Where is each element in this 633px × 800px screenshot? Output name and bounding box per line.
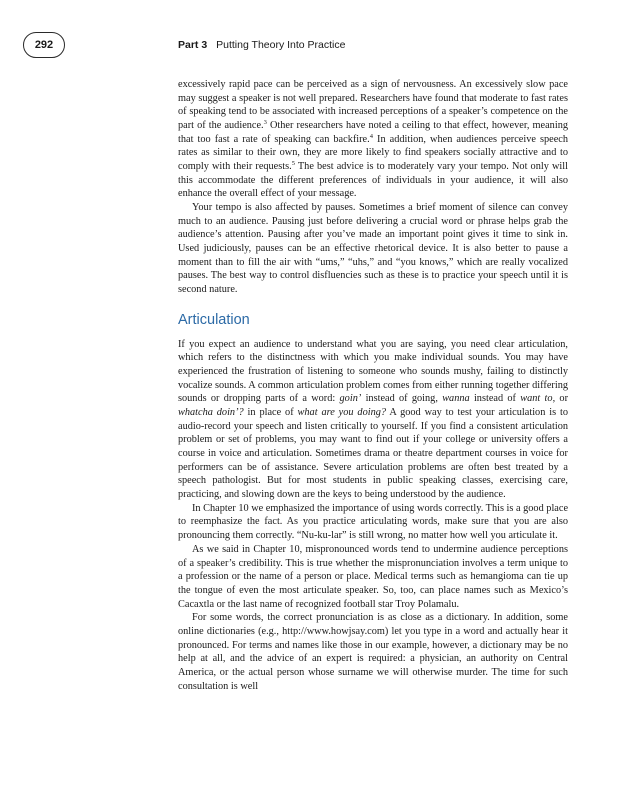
paragraph-text: The best advice is to moderately vary your tempo. Not only will this accommodate the different preferences of individuals in your audience, it will also enhance the overall effect of your message. xyxy=(178,161,568,200)
paragraph-pauses: Your tempo is also affected by pauses. Sometimes a brief moment of silence can convey much to an audience. Pausing just before delivering a crucial word or phrase helps grab the audience’s attention. Pausing after you’ve made an important point gives it time to sink in. Used judiciously, pauses can be an effective rhetorical device. It is also better to pause a moment than to fill the air with “ums,” “uhs,” and “you knows,” which are really vocalized pauses. The best way to control disfluencies such as these is to practice your speech until it is second nature. xyxy=(178,202,568,296)
section-heading-articulation: Articulation xyxy=(178,311,250,328)
paragraph-pronunciation: In Chapter 10 we emphasized the importance of using words correctly. This is a good place to reemphasize the fact. As you practice articulating words, make sure that you are also pronouncing them correctly. “Nu-ku-lar” is still wrong, no matter how well you articulate it. xyxy=(178,502,569,542)
paragraph-articulation xyxy=(178,338,568,502)
example-word: goin’ xyxy=(339,393,362,405)
paragraph-text: instead of xyxy=(469,393,521,405)
paragraph-text: If you expect an audience to understand what you are saying, you need clear articulation, which refers to the distinctness with which you make individual sounds. You may have experienced the frustration of listening to someone who sounds mushy, failing to distinctly vocalize sounds. A common articulation problem comes from either running together differing sounds or dropping parts of a word: xyxy=(178,338,568,405)
paragraph-text: A good way to test your articulation is to audio-record your speech and listen critically to yourself. If you find a consistent articulation problem or set of problems, you may want to find out if your college or university offers a course in voice and articulation. Sometimes drama or theatre department courses in voice for performers can be of assistance. Severe articulation problems are often best treated by a speech pathologist. But for most students in public speaking classes, exercising care, practicing, and slowing down are the keys to being understood by the audience. xyxy=(178,407,569,501)
page-number-badge xyxy=(23,32,65,58)
body-text xyxy=(178,78,568,693)
example-word: want to, xyxy=(520,393,556,405)
footnote-ref: 5 xyxy=(291,160,295,168)
footnote-ref: 4 xyxy=(369,132,373,140)
paragraph-speech-rate xyxy=(178,78,568,201)
paragraph-text: Other researchers have noted a ceiling to that effect, however, meaning that too fast a rate of speaking can backfire. xyxy=(178,120,568,145)
paragraph-dictionary: For some words, the correct pronunciation is as close as a dictionary. In addition, some online dictionaries (e.g., http://www.howjsay.com) let you type in a word and actually hear it pronounced. For terms and names like those in our example, however, a dictionary may be no help at all, and the advice of an expert is required: a physician, an authority on Central America, or the actual person whose surname we will otherwise murder. The time for such consultation is well xyxy=(178,612,568,692)
paragraph-text: in place of xyxy=(243,407,298,419)
part-label: Part 3 xyxy=(178,39,208,51)
paragraph-text: excessively rapid pace can be perceived as a sign of nervousness. An excessively slow pace may suggest a speaker is not well prepared. Researchers have found that moderate to fast rates of speaking tend to be associated with increased perceptions of a speaker’s competence on the part of the audience. xyxy=(178,79,568,132)
example-word: whatcha doin’? xyxy=(178,407,244,419)
footnote-ref: 3 xyxy=(263,119,267,127)
paragraph-text: In addition, when audiences perceive speech rates as similar to their own, they are more likely to find speakers socially attractive and to comply with their requests. xyxy=(178,133,568,173)
paragraph-mispronounced: As we said in Chapter 10, mispronounced words tend to undermine audience perceptions of a speaker’s credibility. This is true whether the mispronunciation involves a term unique to a profession or the name of a person or place. Medical terms such as hemangioma can tie up the tongue of even the most articulate speaker. So, too, can place names such as Mexico’s Cacaxtla or the last name of recognized football star Troy Polamalu. xyxy=(178,543,568,610)
paragraph-text: or xyxy=(555,393,568,405)
example-word: what are you doing? xyxy=(297,407,387,419)
page-number: 292 xyxy=(34,39,54,51)
paragraph-text: instead of going, xyxy=(361,393,443,405)
example-word: wanna xyxy=(442,393,470,405)
part-title: Putting Theory Into Practice xyxy=(216,39,346,51)
running-head xyxy=(178,39,345,51)
